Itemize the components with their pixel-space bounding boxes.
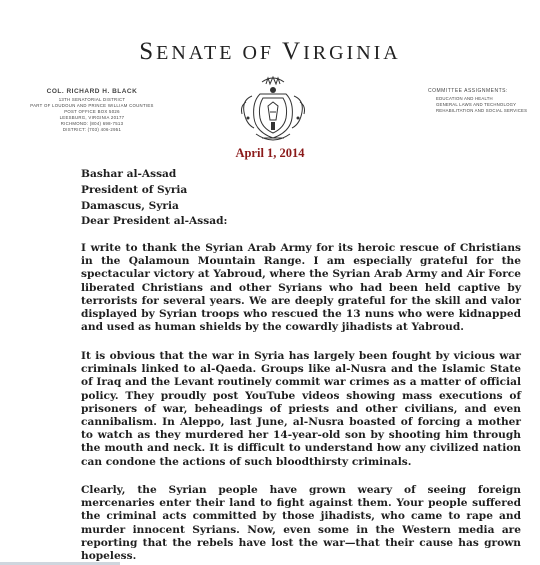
recipient-block [81,166,187,214]
sender-district: 13TH SENATORIAL DISTRICT [58,97,126,102]
committees-block [428,88,538,114]
paragraph-2: It is obvious that the war in Syria has largely been fought by vicious war criminals linked to al-Qaeda. Groups like al-Nusra and the Islamic State of Iraq and the Levant routinely commit war crimes as a matter of official policy. They proudly post YouTube videos showing mass executions of prisoners of war, beheadings of priests and other civilians, and even cannibalism. In Aleppo, last June, al-Nusra boasted of forcing a mother to watch as they murdered her 14-year-old son by shooting him through the mouth and neck. It is difficult to understand how any civilized nation can condone the actions of such bloodthirsty criminals. [81,350,521,468]
recipient-location: Damascus, Syria [81,200,179,212]
sender-city: LEESBURG, VIRGINIA 20177 [59,115,125,120]
sender-district-phone: DISTRICT: (703) 406-2951 [62,127,122,132]
letter-date: April 1, 2014 [235,146,305,160]
salutation: Dear President al-Assad: [81,215,228,227]
sender-richmond-phone: RICHMOND: (804) 698-7513 [60,121,124,126]
sender-counties: PART OF LOUDOUN AND PRINCE WILLIAM COUNTIES [30,103,154,108]
committee-rehabilitation: REHABILITATION AND SOCIAL SERVICES [436,108,528,113]
paragraph-3: Clearly, the Syrian people have grown weary of seeing foreign mercenaries enter their land to fight against them. Your people suffered the criminal acts committed by those jihadists, who came to rape and murder innocent Syrians. Now, even some in the Western media are reporting that the rebels have lost the war—that their cause has grown hopeless. [81,484,521,563]
sender-block [22,88,162,133]
committee-general-laws: GENERAL LAWS AND TECHNOLOGY [436,102,517,107]
virginia-seal-icon [232,72,314,150]
recipient-name: Bashar al-Assad [81,168,177,180]
paragraph-1: I write to thank the Syrian Arab Army for its heroic rescue of Christians in the Qalamoun Mountain Range. I am especially grateful for the spectacular victory at Yabroud, where the Syrian Arab Army and Air Force liberated Christians and other Syrians who had been held captive by terrorists for several years. We are deeply grateful for the skill and valor displayed by Syrian troops who rescued the 13 nuns who were kidnapped and used as human shields by the cowardly jihadists at Yabroud. [81,242,521,334]
sender-name: COL. RICHARD H. BLACK [46,88,138,95]
recipient-title: President of Syria [81,184,188,196]
sender-po-box: POST OFFICE BOX 5026 [64,109,120,114]
committee-education: EDUCATION AND HEALTH [436,96,493,101]
committees-heading: COMMITTEE ASSIGNMENTS: [428,88,508,94]
letterhead-title: SENATE OF VIRGINIA [139,38,401,65]
